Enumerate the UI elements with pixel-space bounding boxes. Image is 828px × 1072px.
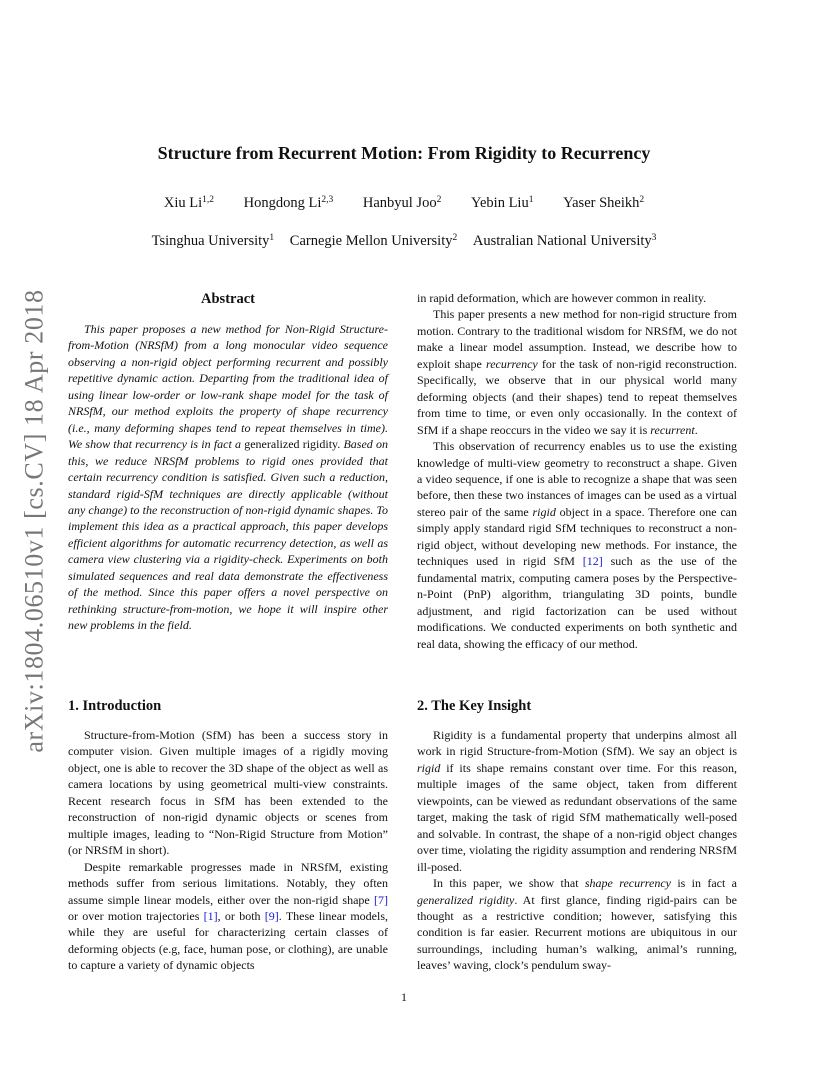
- right-column: [417, 290, 737, 652]
- author: Yebin Liu$^1$: [470, 195, 534, 211]
- affiliation-list: [0, 231, 808, 251]
- citation-link[interactable]: [12]: [582, 554, 603, 569]
- paper-title: Structure from Recurrent Motion: From Rigidity to Recurrency: [157, 143, 651, 163]
- intro-paragraph: This observation of recurrency enables us to use the existing knowledge of multi-view geometry to reconstruct a shape. Given a video sequence, if one is able to recognize a shape that was seen before, then these two instances of images can be used as a virtual stereo pair of the same rigid object in a space. Therefore one can simply apply standard rigid SfM techniques to reconstruct a non-rigid object, without developing new methods. For instance, the techniques used in rigid SfM [12] such as the use of the fundamental matrix, computing camera poses by the Perspective-n-Point (PnP) algorithm, triangulating 3D points, bundle adjustment, and rigid factorization can be used without modifications. We conducted experiments on both synthetic and real data, showing the efficacy of our method.: [417, 439, 737, 651]
- affiliation: Carnegie Mellon University$^2$: [289, 233, 458, 249]
- author: Yaser Sheikh$^2$: [563, 195, 645, 211]
- key-insight-paragraph: Rigidity is a fundamental property that underpins almost all work in rigid Structure-from-Motion (SfM). We say an object is rigid if its shape remains constant over time. For this reason, multiple images of the same object, taken from different viewpoints, can be viewed as redundant observations of the same target, making the task of rigid SfM mathematically well-posed and solvable. In contrast, the shape of a non-rigid object changes over time, violating the rigidity assumption and rendering NRSfM ill-posed.: [417, 728, 737, 874]
- affiliation: Tsinghua University$^1$: [151, 233, 275, 249]
- introduction-section: [68, 697, 388, 974]
- author: Xiu Li$^{1,2}$: [163, 195, 215, 211]
- intro-paragraph: This paper presents a new method for non-rigid structure from motion. Contrary to the traditional wisdom for NRSfM, we do not make a linear model assumption. Instead, we describe how to exploit shape recurrency for the task of non-rigid reconstruction. Specifically, we observe that in our physical world many deforming objects (and their shapes) tend to repeat themselves from time to time, or even only occasionally. In the context of SfM if a shape reoccurs in the video we say it is recurrent.: [417, 307, 737, 437]
- abstract-section: [68, 290, 388, 634]
- arxiv-stamp: [19, 282, 51, 760]
- key-insight-section: [417, 697, 737, 974]
- intro-paragraph: Structure-from-Motion (SfM) has been a success story in computer vision. Given multiple images of a rigidly moving object, one is able to recover the 3D shape of the object as well as camera locations by using geometrical multi-view constraints. Recent research focus in SfM has been extended to the reconstruction of non-rigid dynamic objects or scenes from multiple images, leading to “Non-Rigid Structure from Motion” (or NRSfM in short).: [68, 728, 388, 858]
- abstract-text: This paper proposes a new method for Non-Rigid Structure-from-Motion (NRSfM) from a long monocular video sequence observing a non-rigid object performing recurrent and possibly repetitive dynamic action. Departing from the traditional idea of using linear low-order or low-rank shape model for the task of NRSfM, our method exploits the property of shape recurrency (i.e., many deforming shapes tend to repeat themselves in time). We show that recurrency is in fact a generalized rigidity. Based on this, we reduce NRSfM problems to rigid ones provided that certain recurrency condition is satisfied. Given such a reduction, standard rigid-SfM techniques are directly applicable (without any change) to the reconstruction of non-rigid dynamic shapes. To implement this idea as a practical approach, this paper develops efficient algorithms for automatic recurrency detection, as well as camera view clustering via a rigidity-check. Experiments on both simulated sequences and real data demonstrate the effectiveness of the method. Since this paper offers a novel perspective on rethinking structure-from-motion, we hope it will inspire other new problems in the field.: [68, 322, 388, 633]
- introduction-heading: 1. Introduction: [68, 698, 162, 714]
- page-number: 1: [401, 990, 407, 1004]
- citation-link[interactable]: [1]: [203, 908, 218, 923]
- arxiv-stamp-text: arXiv:1804.06510v1 [cs.CV] 18 Apr 2018: [20, 289, 50, 753]
- key-insight-paragraph: In this paper, we show that shape recurrency is in fact a generalized rigidity. At first glance, finding rigid-pairs can be thought as a restrictive condition; however, satisfying this condition is far easier. Recurrent motions are ubiquitous in our surroundings, including human’s walking, animal’s running, leaves’ waving, clock’s pendulum sway-: [417, 876, 738, 973]
- citation-link[interactable]: [7]: [374, 892, 388, 907]
- author: Hongdong Li$^{2,3}$: [243, 195, 334, 211]
- abstract-heading: Abstract: [201, 291, 255, 307]
- citation-link[interactable]: [9]: [264, 908, 279, 923]
- left-column: [68, 290, 388, 634]
- affiliation: Australian National University$^3$: [472, 233, 657, 249]
- intro-paragraph: Despite remarkable progresses made in NRSfM, existing methods suffer from serious limitations. Notably, they often assume simple linear models, either over the non-rigid shape [7] or over motion trajectories [1], or both [9]. These linear models, while they are useful for characterizing certain classes of deforming objects (e.g, face, human pose, or clothing), are unable to capture a variety of dynamic objects: [68, 859, 388, 973]
- author: Hanbyul Joo$^2$: [362, 195, 442, 211]
- intro-paragraph-continued: in rapid deformation, which are however common in reality.: [417, 291, 707, 305]
- author-list: [0, 193, 808, 213]
- key-insight-heading: 2. The Key Insight: [417, 698, 532, 714]
